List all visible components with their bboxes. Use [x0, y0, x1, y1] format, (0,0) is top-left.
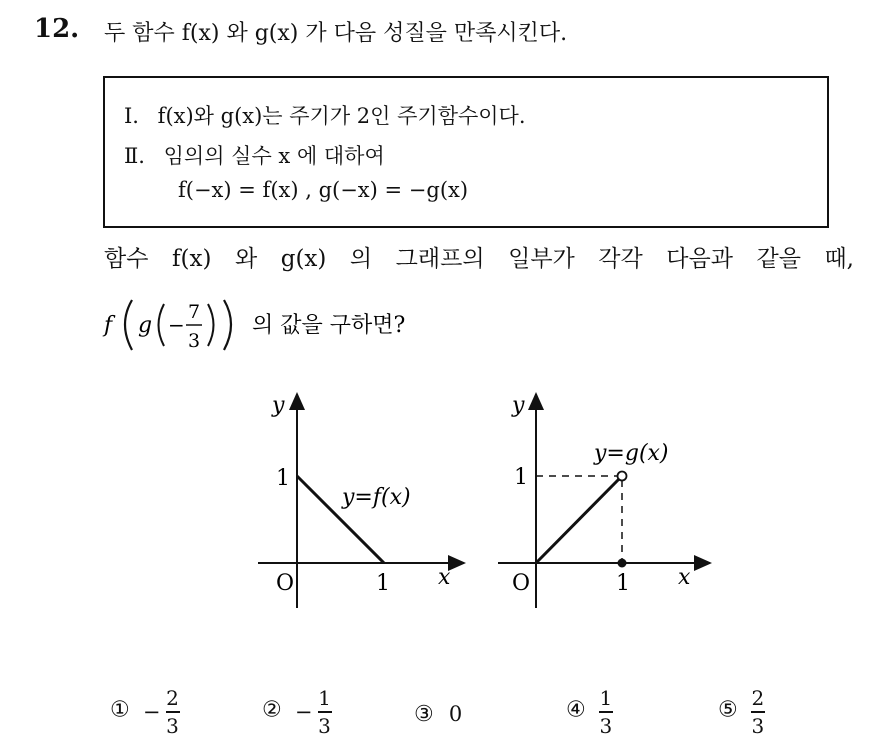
question-stem: 두 함수 f(x) 와 g(x) 가 다음 성질을 만족시킨다.	[104, 21, 568, 46]
graph-f-x-label: x	[438, 565, 451, 590]
expr-paren-right	[208, 304, 214, 346]
condition-1	[124, 100, 526, 130]
graph-g-y-label: y	[512, 393, 525, 418]
expr-paren-left	[159, 304, 165, 346]
choice-3[interactable]	[414, 702, 462, 727]
graph-g-x-tick: 1	[616, 571, 630, 596]
choice-5-fraction	[751, 688, 765, 736]
graph-g-curve-label: y=g(x)	[594, 441, 669, 466]
choice-5-mark: ⑤	[718, 697, 738, 723]
graph-f	[240, 380, 480, 620]
graph-f-y-tick: 1	[276, 466, 290, 491]
choice-3-mark: ③	[414, 702, 434, 727]
graph-g-closed-point	[618, 559, 627, 568]
expr-inner-g: g	[138, 313, 153, 338]
choice-4-mark: ④	[566, 697, 586, 723]
expr-denominator: 3	[187, 330, 201, 352]
question-number: 12.	[34, 14, 80, 44]
expression-formula	[100, 292, 430, 356]
choice-5-fraction-bar	[751, 711, 765, 713]
question-tail: 의 값을 구하면?	[252, 313, 406, 338]
graph-g-segment	[536, 479, 619, 563]
graph-g-y-tick: 1	[514, 465, 528, 490]
expr-numerator: 7	[187, 301, 201, 323]
choice-1[interactable]	[110, 688, 180, 736]
choice-5[interactable]	[718, 688, 765, 736]
expr-outer-f: f	[104, 313, 113, 338]
condition-2-label: Ⅱ.	[124, 144, 145, 168]
choice-5-denominator: 3	[751, 713, 765, 738]
choice-2-numerator: 1	[318, 686, 331, 710]
choice-1-mark: ①	[110, 697, 130, 723]
graph-g-open-point	[618, 472, 627, 481]
choice-4-fraction	[599, 688, 613, 736]
problem-description: 함수 f(x) 와 g(x) 의 그래프의 일부가 각각 다음과 같을 때,	[104, 246, 854, 272]
graph-g	[490, 380, 730, 620]
choice-1-fraction	[166, 688, 180, 736]
choice-4-denominator: 3	[599, 713, 613, 738]
choice-2-sign: −	[294, 699, 313, 724]
choice-2-fraction-bar	[318, 711, 332, 713]
condition-1-text: f(x)와 g(x)는 주기가 2인 주기함수이다.	[157, 104, 526, 128]
graph-g-origin-label: O	[512, 571, 531, 596]
expr-sign: −	[168, 313, 185, 337]
choice-2-fraction	[318, 688, 332, 736]
expr-big-paren-left	[125, 300, 132, 350]
choice-5-numerator: 2	[751, 686, 765, 710]
choice-1-sign: −	[142, 699, 161, 724]
graph-f-x-tick: 1	[376, 571, 390, 596]
graph-f-curve-label: y=f(x)	[342, 485, 411, 510]
choice-2[interactable]	[262, 688, 332, 736]
expr-big-paren-right	[224, 300, 231, 350]
condition-2	[124, 140, 385, 170]
choice-1-denominator: 3	[166, 713, 179, 738]
graph-g-x-label: x	[678, 565, 691, 590]
graph-f-y-label: y	[272, 393, 285, 418]
graph-f-origin-label: O	[276, 571, 295, 596]
choice-4-numerator: 1	[599, 686, 613, 710]
choice-4-fraction-bar	[599, 711, 613, 713]
condition-2-formula: f(−x) = f(x) , g(−x) = −g(x)	[178, 178, 469, 202]
choice-2-denominator: 3	[318, 713, 331, 738]
condition-2-text: 임의의 실수 x 에 대하여	[163, 144, 385, 168]
choice-4[interactable]	[566, 688, 613, 736]
choice-1-fraction-bar	[166, 711, 180, 713]
choice-2-mark: ②	[262, 697, 282, 723]
choice-3-value: 0	[448, 702, 463, 726]
choice-1-numerator: 2	[166, 686, 179, 710]
condition-1-label: Ⅰ.	[124, 104, 139, 128]
